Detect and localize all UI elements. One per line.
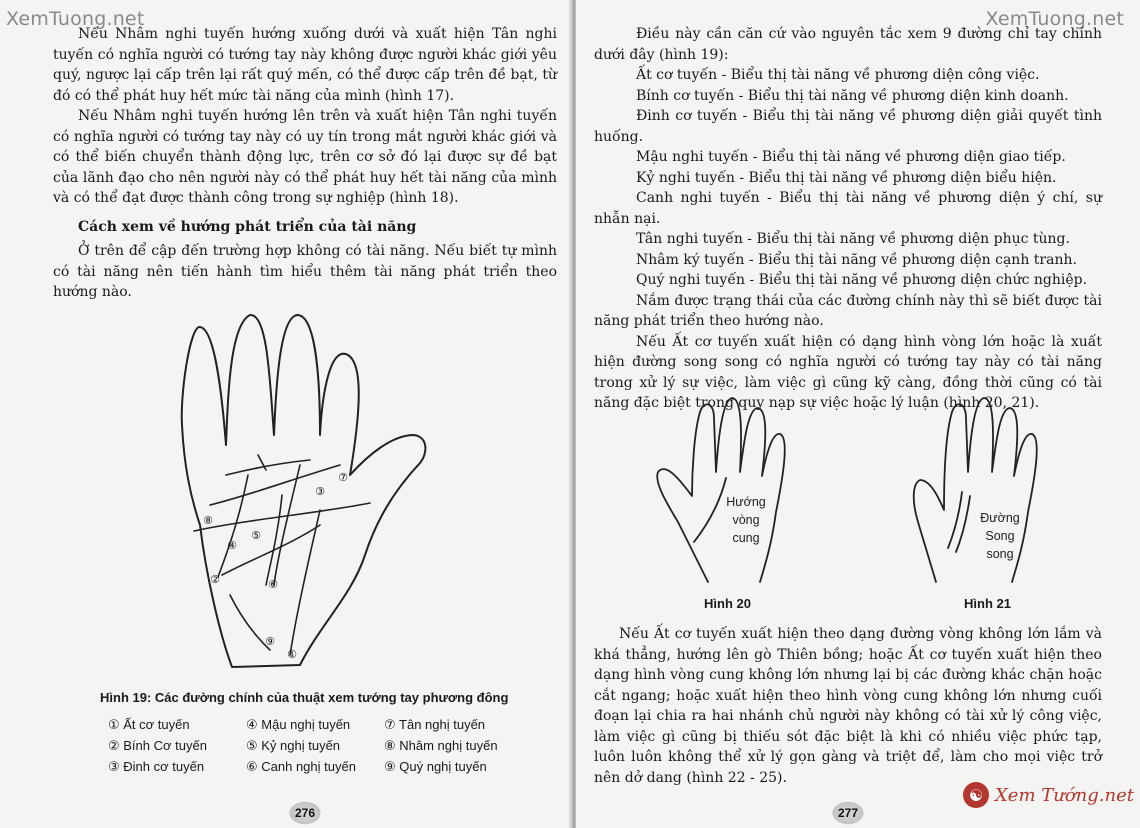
figure-caption: Hình 21: [964, 596, 1011, 611]
page-number: 276: [287, 800, 323, 826]
figure-caption: Hình 20: [704, 596, 751, 611]
legend-row: [108, 756, 522, 777]
line-marker: ⑨: [265, 636, 275, 648]
list-item: Đinh cơ tuyến - Biểu thị tài năng về phương diện giải quyết tình huống.: [594, 108, 1102, 145]
line-marker: ④: [227, 540, 237, 552]
paragraph: Nếu Nhâm nghi tuyến hướng xuống dưới và xuất hiện Tân nghi tuyến có nghĩa người có tướng tay này không được người khác giới yêu quý, ngược lại cấp trên lại rất quý mến, có thể được cấp trên đề bạt, từ đó có thể phát huy hết mức tài năng của mình (hình 17).: [53, 26, 557, 104]
yin-yang-icon: ☯: [963, 782, 989, 808]
legend-item: ② Bính Cơ tuyến: [108, 737, 207, 753]
fig20-label: cung: [732, 531, 760, 545]
legend-row: [108, 735, 522, 756]
line-marker: ⑥: [268, 579, 278, 591]
legend-item: ⑦ Tân nghị tuyến: [384, 716, 486, 732]
paragraph: Nếu Nhâm nghi tuyến hướng lên trên và xuất hiện Tân nghi tuyến có nghĩa người có tướng tay này có uy tín trong mắt người khác giới và có thể biến chuyển thành động lực, trên cơ sở đó lại được sự đề bạt của lãnh đạo cho nên người này có thể phát huy hết tài năng của mình và có thể đạt được thành công trong sự nghiệp (hình 18).: [53, 108, 557, 206]
palm-diagram: [170, 305, 450, 685]
list-item: Tân nghi tuyến - Biểu thị tài năng về phương diện phục tùng.: [636, 231, 1070, 247]
fig21-label: Đường: [980, 511, 1020, 525]
left-text-top: [53, 24, 557, 303]
list-item: Nhâm ký tuyến - Biểu thị tài năng về phương diện cạnh tranh.: [636, 251, 1077, 268]
page-number: 277: [830, 800, 866, 826]
legend-item: ⑧ Nhâm nghị tuyến: [384, 737, 498, 753]
list-item: Kỷ nghi tuyến - Biểu thị tài năng về phương diện biểu hiện.: [636, 169, 1057, 186]
line-marker: ③: [315, 486, 325, 498]
line-marker: ①: [287, 649, 297, 661]
legend-row: [108, 714, 522, 735]
paragraph: Nếu Ất cơ tuyến xuất hiện có dạng hình vòng lớn hoặc là xuất hiện đường song song có nghĩa người có tướng tay này có tài năng trong xử lý sự việc, làm việc gì cũng kỹ càng, đồng thời cũng có tài năng đặc biệt trong quy nạp sự việc hoặc lý luận (hình 20, 21).: [594, 333, 1102, 411]
legend-item: ④ Mậu nghị tuyến: [246, 716, 351, 732]
line-marker: ⑦: [338, 472, 348, 484]
line-marker: ⑧: [203, 515, 213, 527]
right-text-top: [594, 24, 1102, 414]
paragraph: Điều này cần căn cứ vào nguyên tắc xem 9 đường chỉ tay chính dưới đây (hình 19):: [594, 26, 1102, 63]
list-item: Ất cơ tuyến - Biểu thị tài năng về phương diện công việc.: [636, 67, 1040, 83]
line-marker: ②: [210, 574, 220, 586]
paragraph: Nắm được trạng thái của các đường chính này thì sẽ biết được tài năng phát triển theo hướng nào.: [594, 292, 1102, 329]
watermark: XemTuong.net: [985, 8, 1124, 30]
fig20-label: vòng: [732, 513, 760, 527]
legend-item: ⑤ Kỷ nghị tuyến: [246, 737, 341, 753]
fig21-label: song: [986, 547, 1014, 561]
section-heading: Cách xem về hướng phát triển của tài năng: [78, 218, 417, 235]
legend-item: ③ Đinh cơ tuyến: [108, 758, 205, 774]
legend-item: ⑥ Canh nghị tuyến: [246, 758, 356, 774]
site-logo: [963, 782, 1134, 808]
line-legend: [108, 714, 522, 777]
list-item: Quý nghi tuyến - Biểu thị tài năng về phương diện chức nghiệp.: [636, 272, 1088, 288]
figure-caption: Hình 19: Các đường chính của thuật xem tướng tay phương đông: [100, 690, 509, 705]
list-item: Canh nghi tuyến - Biểu thị tài năng về phương diện ý chí, sự nhẫn nại.: [594, 190, 1102, 227]
hand-figure-21: [908, 392, 1058, 592]
watermark: XemTuong.net: [6, 8, 145, 30]
list-item: Mậu nghi tuyến - Biểu thị tài năng về phương diện giao tiếp.: [636, 149, 1066, 165]
legend-item: ⑨ Quý nghị tuyến: [384, 758, 487, 774]
hand-figure-20: [648, 392, 798, 592]
fig20-label: Hướng: [726, 495, 766, 509]
right-text-bottom: [594, 624, 1102, 788]
right-page: [576, 0, 1140, 828]
legend-item: ① Ất cơ tuyến: [108, 716, 190, 732]
line-marker: ⑤: [251, 530, 261, 542]
list-item: Bính cơ tuyến - Biểu thị tài năng về phương diện kinh doanh.: [636, 87, 1069, 104]
paragraph: Nếu Ất cơ tuyến xuất hiện theo dạng đường vòng không lớn lắm và khá thẳng, hướng lên gò Thiên bồng; hoặc Ất cơ tuyến xuất hiện theo dạng hình vòng cung không lớn nhưng lại bị các đường khác chặn hoặc cắt ngang; hoặc xuất hiện theo hình vòng cung không lớn nhưng cuối đoạn lại chia ra hai nhánh chủ người này không có tài xử lý công việc, làm việc gì cũng bị thiếu sót đặc biệt là khi có nhiều việc phức tạp, luôn luôn không thể xử lý gọn gàng và triệt để, làm cho mọi việc trở nên dở dang (hình 22 - 25).: [594, 626, 1102, 786]
fig21-label: Song: [985, 529, 1015, 543]
logo-text: Xem Tướng.net: [994, 784, 1134, 806]
paragraph: Ở trên để cập đến trường hợp không có tài năng. Nếu biết tự mình có tài năng nên tiến hành tìm hiểu thêm tài năng phát triển theo hướng nào.: [53, 243, 557, 300]
